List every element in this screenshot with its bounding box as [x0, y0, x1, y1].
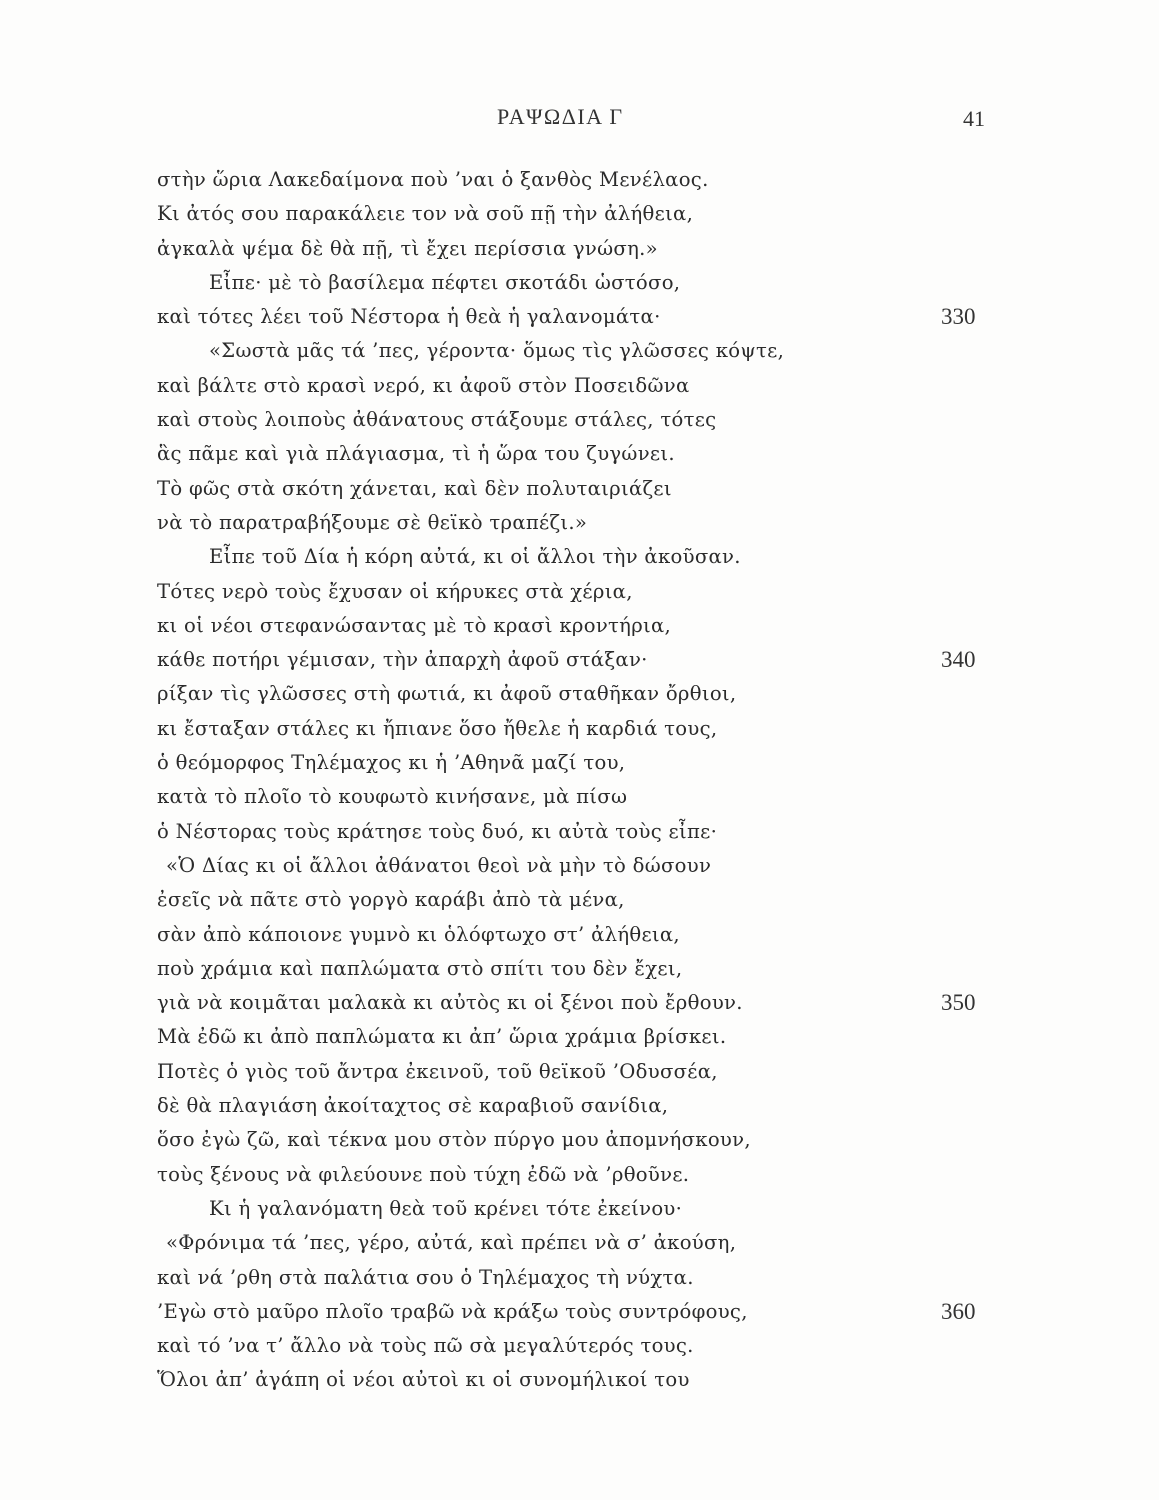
verse-line — [0, 1158, 1159, 1192]
verse-line — [0, 780, 1159, 814]
verse-line — [0, 677, 1159, 711]
verse-line — [0, 918, 1159, 952]
verse-text: «Φρόνιμα τά ’πες, γέρο, αὐτά, καὶ πρέπει νὰ σ’ ἀκούση, — [166, 1231, 737, 1255]
verse-line — [0, 883, 1159, 917]
verse-line — [0, 540, 1159, 574]
verse-line — [0, 1329, 1159, 1363]
verse-line — [0, 952, 1159, 986]
verse-line — [0, 266, 1159, 300]
verse-text: ὅσο ἐγὼ ζῶ, καὶ τέκνα μου στὸν πύργο μου ἀπομνήσκουν, — [157, 1128, 751, 1152]
verse-line — [0, 1295, 1159, 1329]
verse-line — [0, 1055, 1159, 1089]
verse-text: Εἶπε τοῦ Δία ἡ κόρη αὐτά, κι οἱ ἄλλοι τὴν ἀκοῦσαν. — [209, 545, 741, 569]
verse-text: νὰ τὸ παρατραβήξουμε σὲ θεϊκὸ τραπέζι.» — [157, 510, 588, 534]
verse-text: «Ὁ Δίας κι οἱ ἄλλοι ἀθάνατοι θεοὶ νὰ μὴν τὸ δώσουν — [166, 853, 712, 877]
verse-text: Ὅλοι ἀπ’ ἀγάπη οἱ νέοι αὐτοὶ κι οἱ συνομήλικοί του — [157, 1368, 690, 1392]
line-number: 340 — [941, 647, 976, 673]
verse-text: καὶ τότες λέει τοῦ Νέστορα ἡ θεὰ ἡ γαλανομάτα· — [157, 305, 661, 329]
line-number: 360 — [941, 1298, 976, 1324]
verse-text: ἐσεῖς νὰ πᾶτε στὸ γοργὸ καράβι ἀπὸ τὰ μένα, — [157, 888, 625, 912]
verse-text: κατὰ τὸ πλοῖο τὸ κουφωτὸ κινήσανε, μὰ πίσω — [157, 785, 628, 809]
verse-text: καὶ στοὺς λοιποὺς ἀθάνατους στάξουμε στάλες, τότες — [157, 408, 717, 432]
verse-text: κάθε ποτήρι γέμισαν, τὴν ἀπαρχὴ ἀφοῦ στάξαν· — [157, 648, 648, 672]
verse-line — [0, 849, 1159, 883]
verse-text: Κι ἀτός σου παρακάλειε τον νὰ σοῦ πῇ τὴν ἀλήθεια, — [157, 202, 694, 226]
verse-line — [0, 472, 1159, 506]
verse-text: «Σωστὰ μᾶς τά ’πες, γέροντα· ὅμως τὶς γλῶσσες κόψτε, — [209, 339, 785, 363]
verse-text: ποὺ χράμια καὶ παπλώματα στὸ σπίτι του δὲν ἔχει, — [157, 956, 683, 980]
verse-line — [0, 815, 1159, 849]
verse-text: ὁ θεόμορφος Τηλέμαχος κι ἡ ’Αθηνᾶ μαζί του, — [157, 751, 626, 775]
verse-text: σὰν ἀπὸ κάποιονε γυμνὸ κι ὁλόφτωχο στ’ ἀλήθεια, — [157, 922, 680, 946]
verse-line — [0, 1123, 1159, 1157]
verse-line — [0, 1192, 1159, 1226]
verse-text: Μὰ ἐδῶ κι ἀπὸ παπλώματα κι ἀπ’ ὥρια χράμια βρίσκει. — [157, 1025, 727, 1049]
verse-line — [0, 1363, 1159, 1397]
verse-text: Εἶπε· μὲ τὸ βασίλεμα πέφτει σκοτάδι ὡστόσο, — [209, 270, 681, 294]
verse-text: τοὺς ξένους νὰ φιλεύουνε ποὺ τύχη ἐδῶ νὰ ’ρθοῦνε. — [157, 1162, 690, 1186]
verse-text: κι ἔσταξαν στάλες κι ἤπιανε ὅσο ἤθελε ἡ καρδιά τους, — [157, 716, 718, 740]
verse-block — [0, 163, 1159, 1398]
verse-text: δὲ θὰ πλαγιάση ἀκοίταχτος σὲ καραβιοῦ σανίδια, — [157, 1094, 669, 1118]
verse-line — [0, 746, 1159, 780]
verse-line — [0, 437, 1159, 471]
verse-text: στὴν ὥρια Λακεδαίμονα ποὺ ’ναι ὁ ξανθὸς Μενέλαος. — [157, 168, 709, 191]
verse-line — [0, 1226, 1159, 1260]
verse-text: ’Εγὼ στὸ μαῦρο πλοῖο τραβῶ νὰ κράξω τοὺς συντρόφους, — [157, 1299, 748, 1323]
verse-text: Τὸ φῶς στὰ σκότη χάνεται, καὶ δὲν πολυταιριάζει — [157, 476, 672, 500]
verse-text: ἀγκαλὰ ψέμα δὲ θὰ πῇ, τὶ ἔχει περίσσια γνώση.» — [157, 236, 658, 260]
verse-text: ρίξαν τὶς γλῶσσες στὴ φωτιά, κι ἀφοῦ σταθῆκαν ὄρθιοι, — [157, 682, 737, 706]
verse-line — [0, 575, 1159, 609]
verse-text: καὶ νά ’ρθη στὰ παλάτια σου ὁ Τηλέμαχος τὴ νύχτα. — [157, 1265, 694, 1289]
verse-text: Ποτὲς ὁ γιὸς τοῦ ἄντρα ἐκεινοῦ, τοῦ θεϊκοῦ ’Οδυσσέα, — [157, 1059, 718, 1083]
page-number: 41 — [963, 106, 985, 131]
verse-line — [0, 334, 1159, 368]
verse-text: Τότες νερὸ τοὺς ἔχυσαν οἱ κήρυκες στὰ χέρια, — [157, 579, 633, 603]
running-head — [0, 104, 1159, 138]
verse-line — [0, 506, 1159, 540]
verse-line — [0, 369, 1159, 403]
verse-text: γιὰ νὰ κοιμᾶται μαλακὰ κι αὐτὸς κι οἱ ξένοι ποὺ ἔρθουν. — [157, 991, 743, 1015]
verse-line — [0, 1020, 1159, 1054]
verse-line — [0, 300, 1159, 334]
verse-line — [0, 163, 1159, 197]
chapter-title: ΡΑΨΩΔΙΑ Γ — [497, 104, 624, 129]
verse-line — [0, 197, 1159, 231]
verse-text: κι οἱ νέοι στεφανώσαντας μὲ τὸ κρασὶ κροντήρια, — [157, 613, 672, 637]
line-number: 350 — [941, 990, 976, 1016]
verse-line — [0, 643, 1159, 677]
verse-text: καὶ βάλτε στὸ κρασὶ νερό, κι ἀφοῦ στὸν Ποσειδῶνα — [157, 373, 690, 397]
verse-line — [0, 609, 1159, 643]
verse-line — [0, 986, 1159, 1020]
verse-text: Κι ἡ γαλανόματη θεὰ τοῦ κρένει τότε ἐκείνου· — [209, 1196, 683, 1220]
verse-text: καὶ τό ’να τ’ ἄλλο νὰ τοὺς πῶ σὰ μεγαλύτερός τους. — [157, 1334, 694, 1358]
verse-line — [0, 712, 1159, 746]
verse-line — [0, 1261, 1159, 1295]
verse-text: ὁ Νέστορας τοὺς κράτησε τοὺς δυό, κι αὐτὰ τοὺς εἶπε· — [157, 819, 718, 843]
verse-line — [0, 403, 1159, 437]
verse-line — [0, 232, 1159, 266]
verse-text: ἃς πᾶμε καὶ γιὰ πλάγιασμα, τὶ ἡ ὥρα του ζυγώνει. — [157, 442, 675, 466]
verse-line — [0, 1089, 1159, 1123]
line-number: 330 — [941, 304, 976, 330]
